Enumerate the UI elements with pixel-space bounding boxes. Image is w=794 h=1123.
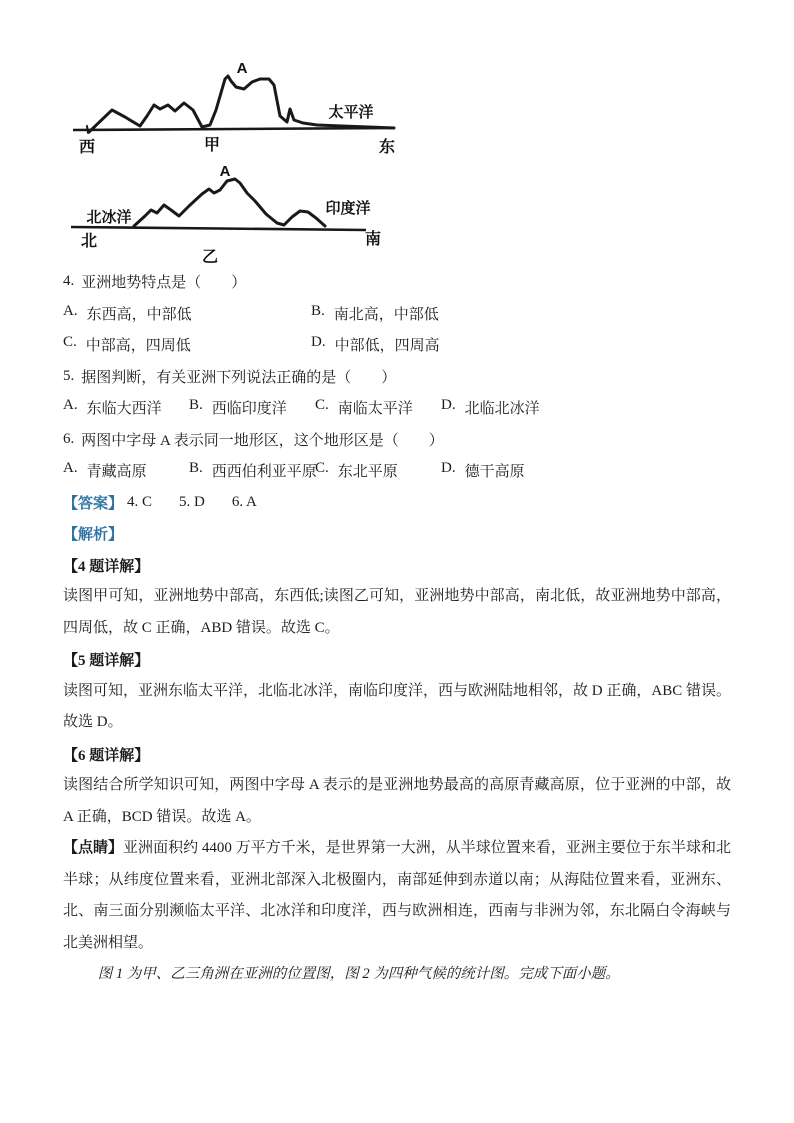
analysis-heading-6 (63, 739, 731, 771)
key-tips-body: 亚洲面积约 4400 万平方千米，是世界第一大洲，从半球位置来看，亚洲主要位于东半球和北半球；从纬度位置来看，亚洲北部深入北极圈内，南部延伸到赤道以南；从海陆位置来看，亚洲东、北、南三面分别濒临太平洋、北冰洋和印度洋，西与欧洲相连，西南与非洲为邻，东北隔白令海峡与北美洲相望。 (63, 840, 731, 951)
direction-label-north: 北 (81, 233, 98, 250)
analysis-label: 【解析】 (63, 527, 124, 544)
key-tips-paragraph (63, 833, 731, 959)
option-text: 中部低，四周高 (334, 338, 440, 355)
section-label-jia: 甲 (204, 137, 221, 154)
option-text: 东北平原 (337, 464, 398, 481)
option-c (315, 460, 441, 481)
answer-label: 【答案】 (63, 495, 124, 512)
question-6-stem (63, 424, 731, 456)
question-4-options-row-1 (63, 298, 731, 330)
option-text: 南临太平洋 (337, 401, 413, 418)
detail-heading: 【5 题详解】 (63, 653, 150, 670)
question-4-stem (63, 266, 731, 298)
option-b (311, 303, 439, 324)
question-number: 6. (63, 430, 75, 447)
question-text: 亚洲地势特点是（ ） (81, 275, 247, 292)
option-label: C. (63, 334, 77, 351)
question-4-options-row-2 (63, 329, 731, 361)
answer-line (63, 487, 731, 519)
analysis-heading-5 (63, 644, 731, 676)
detail-heading: 【4 题详解】 (63, 558, 150, 575)
profile-line-yi (134, 179, 325, 226)
detail-heading: 【6 题详解】 (63, 747, 150, 764)
option-text: 东临大西洋 (86, 401, 162, 418)
analysis-heading-4 (63, 550, 731, 582)
option-text: 中部高，四周低 (85, 338, 191, 355)
option-c (315, 397, 441, 418)
terrain-diagrams (67, 60, 731, 266)
option-b (189, 460, 315, 481)
key-tips-label: 【点睛】 (63, 840, 124, 856)
question-text: 两图中字母 A 表示同一地形区，这个地形区是（ ） (81, 432, 444, 449)
option-d (441, 397, 540, 418)
option-b (189, 397, 315, 418)
option-label: C. (315, 460, 329, 477)
option-label: A. (63, 397, 78, 414)
option-text: 北临北冰洋 (464, 401, 540, 418)
option-d (311, 334, 440, 355)
option-label: B. (189, 397, 203, 414)
question-text: 据图判断，有关亚洲下列说法正确的是（ ） (81, 369, 397, 386)
question-6-options-row (63, 455, 731, 487)
analysis-body-5: 读图可知，亚洲东临太平洋，北临北冰洋，南临印度洋，西与欧洲陆地相邻，故 D 正确，ABC 错误。故选 D。 (63, 682, 731, 730)
option-label: A. (63, 460, 78, 477)
analysis-body-4: 读图甲可知，亚洲地势中部高，东西低;读图乙可知，亚洲地势中部高，南北低，故亚洲地势中部高，四周低，故 C 正确，ABD 错误。故选 C。 (63, 588, 731, 636)
answer-item-5: 5. D (179, 493, 205, 510)
option-label: B. (189, 460, 203, 477)
next-section-intro: 图 1 为甲、乙三角洲在亚洲的位置图，图 2 为四种气候的统计图。完成下面小题。 (97, 966, 620, 982)
option-text: 青藏高原 (86, 464, 147, 481)
option-text: 西西伯利亚平原 (211, 464, 317, 481)
terrain-profile-west-east-diagram (67, 60, 407, 162)
option-label: B. (311, 302, 325, 319)
analysis-body-6: 读图结合所学知识可知，两图中字母 A 表示的是亚洲地势最高的高原青藏高原，位于亚洲的中部，故 A 正确，BCD 错误。故选 A。 (63, 777, 731, 825)
baseline-yi (71, 227, 366, 230)
analysis-label-line (63, 518, 731, 550)
option-text: 西临印度洋 (211, 401, 287, 418)
peak-label-a-jia: A (236, 60, 248, 77)
option-d (441, 460, 525, 481)
option-c (63, 334, 311, 355)
option-text: 南北高，中部低 (333, 306, 439, 323)
option-label: D. (441, 397, 456, 414)
peak-label-a-yi: A (219, 166, 231, 180)
direction-label-east: 东 (379, 139, 396, 156)
ocean-label-indian: 印度洋 (325, 200, 371, 217)
option-label: D. (441, 460, 456, 477)
direction-label-south: 南 (365, 231, 382, 248)
option-text: 德干高原 (464, 464, 525, 481)
option-label: C. (315, 397, 329, 414)
option-a (63, 460, 189, 481)
option-label: D. (311, 334, 326, 351)
ocean-label-arctic: 北冰洋 (86, 209, 132, 226)
question-number: 5. (63, 367, 75, 384)
answer-item-6: 6. A (231, 493, 257, 510)
question-5-options-row (63, 392, 731, 424)
option-label: A. (63, 302, 78, 319)
ocean-label-pacific: 太平洋 (328, 104, 374, 121)
direction-label-west: 西 (79, 139, 96, 156)
question-5-stem (63, 361, 731, 393)
terrain-profile-north-south-diagram (67, 166, 407, 266)
option-a (63, 397, 189, 418)
answer-item-4: 4. C (127, 493, 153, 510)
section-label-yi: 乙 (202, 249, 219, 266)
option-a (63, 303, 311, 324)
option-text: 东西高，中部低 (86, 306, 192, 323)
question-number: 4. (63, 273, 75, 290)
baseline-jia (73, 128, 394, 130)
